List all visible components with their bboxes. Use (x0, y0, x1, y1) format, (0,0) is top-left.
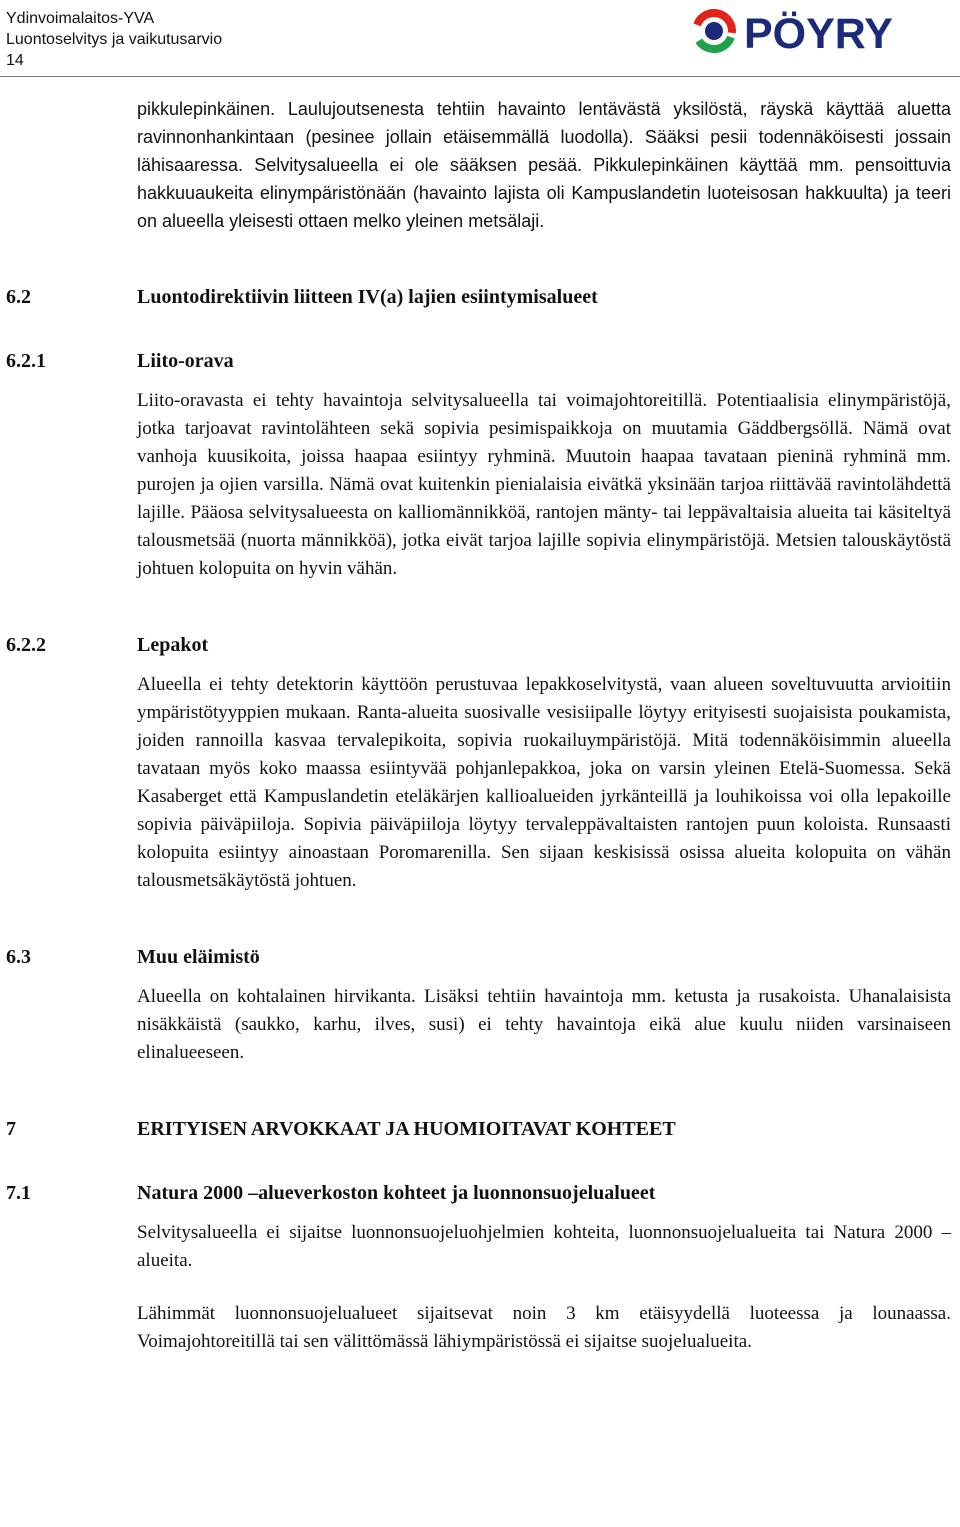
section-6-2-2-heading (0, 631, 960, 659)
section-number: 6.2.1 (6, 350, 46, 372)
intro-paragraph: pikkulepinkäinen. Laulujoutsenesta tehtiin havainto lentävästä yksilöstä, räyskä käyttää aluetta ravinnonhankintaan (pesinee jollain etäisemmällä luodolla). Sääksi pesii todennäköisesti jossain lähisaaressa. Selvitysalueella ei ole sääksen pesää. Pikkulepinkäinen käyttää mm. pensoittuvia hakkuuaukeita elinympäristönään (havainto lajista oli Kampuslandetin luoteisosan hakkuulta) ja teeri on alueella yleisesti ottaen melko yleinen metsälaji. (137, 99, 951, 231)
header-project-title: Ydinvoimalaitos-YVA (6, 10, 155, 27)
section-6-3-text: Alueella on kohtalainen hirvikanta. Lisäksi tehtiin havaintoja mm. ketusta ja rusakoista. Uhanalaisista nisäkkäistä (saukko, karhu, ilves, susi) ei tehty havaintoja eikä alue kuulu niiden varsinaiseen elinalueeseen. (137, 986, 951, 1063)
section-6-2-1-heading (0, 347, 960, 375)
section-number: 7.1 (6, 1182, 31, 1204)
section-7-heading (0, 1115, 960, 1143)
poyry-logo (688, 4, 954, 58)
header-page-number: 14 (6, 52, 24, 69)
section-number: 6.3 (6, 946, 31, 968)
section-title: Natura 2000 –alueverkoston kohteet ja luonnonsuojelualueet (137, 1182, 656, 1204)
section-7-1-heading (0, 1179, 960, 1207)
section-6-3-heading (0, 943, 960, 971)
section-6-2-1-text: Liito-oravasta ei tehty havaintoja selvitysalueella tai voimajohtoreitillä. Potentiaalisia elinympäristöjä, jotka tarjoavat ravintolähteen sekä sopivia pesimispaikkoja on muutamia Gäddbergsöllä. Nämä ovat vanhoja kuusikoita, joissa haapaa esiintyy ryhminä. Muutoin haapaa tavataan pieninä ryhminä mm. purojen ja ojien varsilla. Nämä ovat kuitenkin pienialaisia eivätkä yksinään tarjoa riittävää ravintolähdettä lajille. Pääosa selvitysalueesta on kalliomännikköä, rantojen mänty- tai leppävaltaisia alueita tai käsiteltyä talousmetsää (nuorta männikköä), jotka eivät tarjoa lajille sopivia elinympäristöjä. Metsien talouskäytöstä johtuen kolopuita on hyvin vähän. (137, 390, 951, 579)
document-body (0, 95, 960, 1356)
header-report-title: Luontoselvitys ja vaikutusarvio (6, 31, 223, 48)
section-title: Liito-orava (137, 350, 234, 372)
section-number: 6.2.2 (6, 634, 46, 656)
section-title: ERITYISEN ARVOKKAAT JA HUOMIOITAVAT KOHTEET (137, 1118, 676, 1140)
section-number: 7 (6, 1118, 16, 1140)
page-header (6, 8, 222, 71)
section-title: Muu eläimistö (137, 946, 260, 968)
section-number: 6.2 (6, 286, 31, 308)
header-divider (0, 76, 960, 77)
section-7-1-text-2: Lähimmät luonnonsuojelualueet sijaitsevat noin 3 km etäisyydellä luoteessa ja lounaassa. Voimajohtoreitillä tai sen välittömässä lähiympäristössä ei sijaitse suojelualueita. (137, 1303, 951, 1352)
section-7-1-text-1: Selvitysalueella ei sijaitse luonnonsuojeluohjelmien kohteita, luonnonsuojelualueita tai Natura 2000 –alueita. (137, 1222, 951, 1271)
section-title: Lepakot (137, 634, 209, 656)
section-6-2-heading (0, 283, 960, 311)
section-title: Luontodirektiivin liitteen IV(a) lajien esiintymisalueet (137, 286, 598, 308)
section-6-2-2-text: Alueella ei tehty detektorin käyttöön perustuvaa lepakkoselvitystä, vaan alueen soveltuvuutta arvioitiin ympäristötyyppien mukaan. Ranta-alueita suosivalle vesisiipalle löytyy erityisesti suojaisista poukamista, joiden rannoilla kasvaa tervalepikoita, sopivia ruokailuympäristöjä. Mitä todennäköisimmin alueella tavataan myös koko maassa esiintyvää pohjanlepakkoa, joka on varsin yleinen Etelä-Suomessa. Sekä Kasaberget että Kampuslandetin eteläkärjen kallioalueiden jyrkänteillä ja louhikoissa voi olla lepakoille sopivia päiväpiiloja. Sopivia päiväpiiloja löytyy tervaleppävaltaisten rantojen puun koloista. Runsaasti kolopuita esiintyy ainoastaan Poromarenilla. Sen sijaan keskisissä osissa alueita kolopuita on vähän talousmetsäkäytöstä johtuen. (137, 674, 951, 891)
logo-wordmark: PÖYRY (744, 10, 893, 58)
